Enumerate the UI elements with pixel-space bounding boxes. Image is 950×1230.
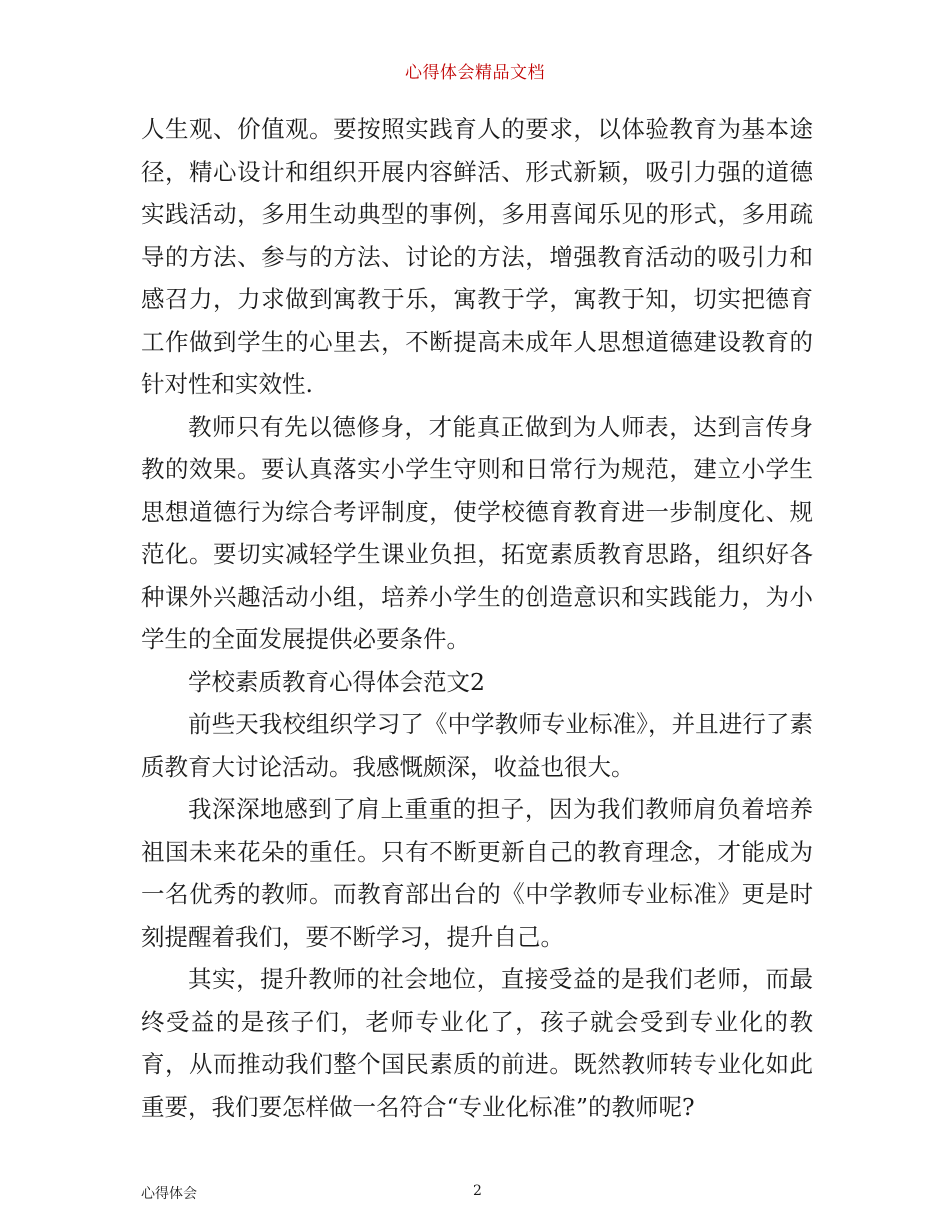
section-heading: 学校素质教育心得体会范文2 [188,667,485,696]
document-footer [141,1183,813,1203]
paragraph-1: 人生观、价值观。要按照实践育人的要求，以体验教育为基本途径，精心设计和组织开展内容鲜活、形式新颖，吸引力强的道德实践活动，多用生动典型的事例，多用喜闻乐见的形式，多用疏导的方法、参与的方法、讨论的方法，增强教育活动的吸引力和感召力，力求做到寓教于乐，寓教于学，寓教于知，切实把德育工作做到学生的心里去，不断提高未成年人思想道德建设教育的针对性和实效性. [141,115,813,398]
paragraph-4: 我深深地感到了肩上重重的担子，因为我们教师肩负着培养祖国未来花朵的重任。只有不断更新自己的教育理念，才能成为一名优秀的教师。而教育部出台的《中学教师专业标准》更是时刻提醒着我们，要不断学习，提升自己。 [141,795,813,951]
document-body [141,108,813,1128]
footer-label: 心得体会 [141,1186,197,1202]
document-header-title: 心得体会精品文档 [405,63,545,83]
paragraph-5: 其实，提升教师的社会地位，直接受益的是我们老师，而最终受益的是孩子们，老师专业化了，孩子就会受到专业化的教育，从而推动我们整个国民素质的前进。既然教师转专业化如此重要，我们要怎样做一名符合“专业化标准”的教师呢? [141,965,813,1121]
page-number: 2 [473,1183,482,1199]
paragraph-2: 教师只有先以德修身，才能真正做到为人师表，达到言传身教的效果。要认真落实小学生守则和日常行为规范，建立小学生思想道德行为综合考评制度，使学校德育教育进一步制度化、规范化。要切实减轻学生课业负担，拓宽素质教育思路，组织好各种课外兴趣活动小组，培养小学生的创造意识和实践能力，为小学生的全面发展提供必要条件。 [141,412,813,653]
paragraph-3: 前些天我校组织学习了《中学教师专业标准》，并且进行了素质教育大讨论活动。我感慨颇深，收益也很大。 [141,710,813,781]
